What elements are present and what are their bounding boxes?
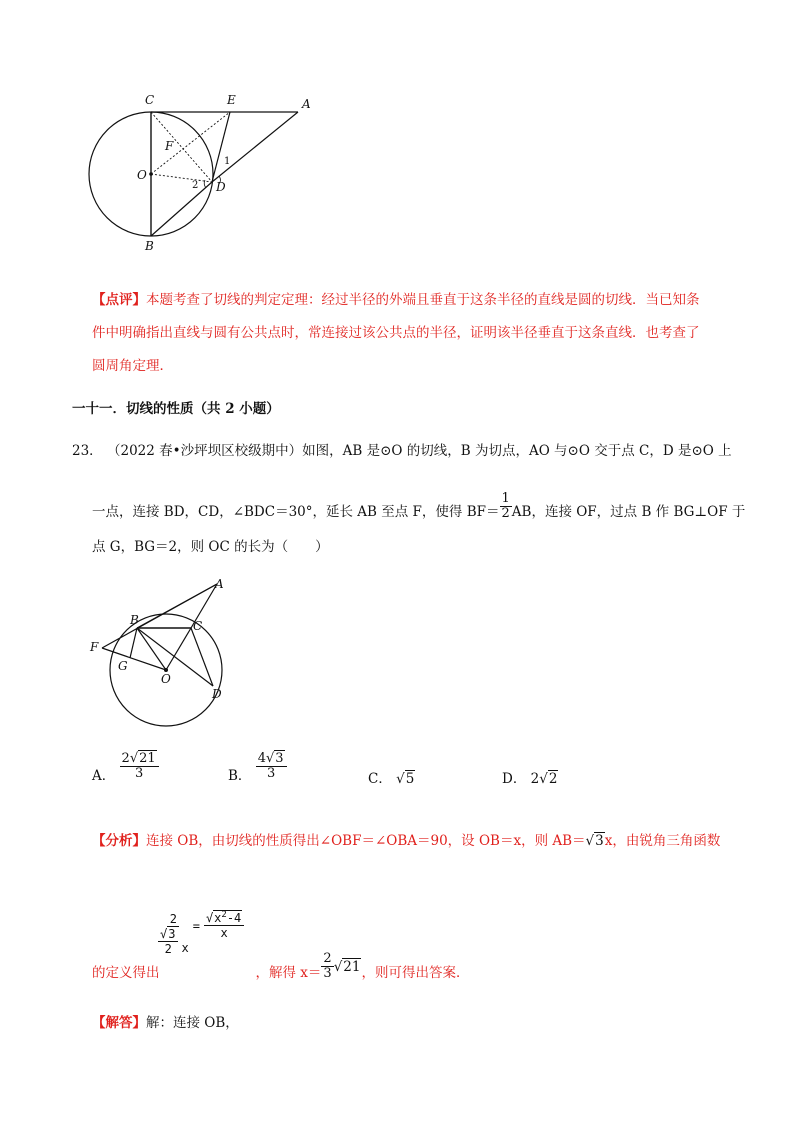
label-d: D [216, 180, 226, 194]
option-a-letter: A． [92, 768, 116, 784]
label-c-2: C [193, 619, 203, 633]
figure-circle-tangent-1 [85, 88, 325, 258]
analysis-line-1 [92, 830, 720, 852]
question-line-2 [92, 491, 746, 527]
label-f-2: F [90, 640, 99, 654]
option-a[interactable] [92, 751, 159, 784]
section-title: 一十一．切线的性质（共 2 小题） [72, 401, 280, 417]
option-b-fraction [256, 752, 287, 781]
analysis-text-1b: x，由锐角三角函数 [604, 833, 721, 849]
question-text-2a: 一点，连接 BD，CD，∠BDC＝30°，延长 AB 至点 F，使得 BF＝ [92, 504, 500, 520]
fraction-denominator: 2 [501, 506, 510, 521]
answer-text: 解：连接 OB， [146, 1015, 239, 1031]
segment-ob [137, 628, 166, 670]
comment-tag: 【点评】 [92, 292, 146, 308]
option-d-letter: D． [502, 771, 527, 787]
option-b-letter: B． [228, 768, 252, 784]
label-angle-1: 1 [224, 156, 231, 167]
label-g-2: G [118, 659, 128, 673]
label-e: E [227, 93, 236, 107]
analysis-text-2b: ，解得 x＝ [255, 964, 322, 981]
option-a-fraction [120, 752, 159, 781]
label-o: O [137, 168, 147, 182]
analysis-line-2 [92, 951, 470, 987]
label-b-2: B [130, 613, 139, 627]
option-b[interactable] [228, 751, 287, 784]
option-b-numerator: 4√3 [256, 752, 287, 767]
fraction-one-half [500, 492, 512, 521]
analysis-text-2a: 的定义得出 [92, 964, 160, 981]
analysis-text-1a: 连接 OB，由切线的性质得出∠OBF＝∠OBA＝90，设 OB＝x，则 AB＝ [146, 833, 586, 849]
comment-text-1: 本题考查了切线的判定定理：经过半径的外端且垂直于这条半径的直线是圆的切线．当已知条 [146, 292, 700, 308]
label-f: F [165, 139, 174, 153]
question-line-1 [72, 440, 732, 462]
fraction-numerator: 1 [501, 491, 510, 506]
question-number: 23． [72, 443, 103, 459]
analysis-equation [158, 912, 244, 956]
analysis-text-2c: ，则可得出答案． [361, 964, 470, 981]
segment-od-dotted [151, 174, 212, 182]
option-c-value: √5 [396, 771, 415, 787]
label-a: A [302, 97, 311, 111]
comment-line-3: 圆周角定理． [92, 358, 173, 374]
segment-oe-dotted [151, 112, 230, 174]
label-d-2: D [212, 687, 222, 701]
option-d[interactable] [502, 768, 558, 790]
equation-left-numerator: 2 [169, 912, 177, 926]
equation-left-denominator: $\frac{√3}{2}$ x [160, 927, 189, 956]
option-d-value: 2√2 [530, 771, 558, 787]
analysis-sqrt-3: √3 [585, 833, 604, 849]
segment-oc [166, 628, 191, 670]
question-text-2b: AB，连接 OF，过点 B 作 BG⊥OF 于 [511, 504, 746, 520]
segment-ed [212, 112, 230, 182]
label-angle-2: 2 [192, 180, 199, 191]
solution-sqrt: √21 [333, 958, 361, 975]
answer-line [92, 1012, 239, 1034]
label-c: C [145, 93, 155, 107]
equation-right-fraction [204, 908, 244, 940]
option-a-denominator: 3 [134, 766, 144, 781]
figure-circle-tangent-2 [85, 578, 245, 728]
analysis-tag: 【分析】 [92, 833, 146, 849]
center-dot [149, 172, 153, 176]
segment-ce-dotted [151, 112, 212, 182]
equation-right-denominator: x [220, 926, 228, 940]
equation-left-fraction [158, 912, 189, 956]
question-text-1: 如图，AB 是⊙O 的切线，B 为切点，AO 与⊙O 交于点 C，D 是⊙O 上 [302, 443, 732, 459]
label-b: B [145, 239, 154, 253]
question-source: （2022 春•沙坪坝区校级期中） [106, 443, 303, 459]
comment-line-1 [92, 289, 700, 311]
solution-fraction: $\frac{2}{3}$ [323, 951, 332, 981]
option-c-letter: C． [368, 771, 392, 787]
option-c[interactable] [368, 768, 415, 790]
segment-ad [212, 112, 298, 182]
equation-right-numerator: $√x^2-4$ [204, 908, 244, 926]
equation-equals: = [192, 919, 200, 933]
answer-tag: 【解答】 [92, 1015, 146, 1031]
comment-line-2: 件中明确指出直线与圆有公共点时，常连接过该公共点的半径，证明该半径垂直于这条直线．也考查了 [92, 325, 700, 341]
question-line-3: 点 G，BG＝2，则 OC 的长为（ ） [92, 539, 329, 555]
label-o-2: O [161, 672, 171, 686]
option-b-denominator: 3 [267, 766, 276, 781]
option-a-numerator: 2√21 [120, 752, 159, 767]
segment-ba [137, 584, 217, 628]
label-a-2: A [215, 578, 224, 591]
